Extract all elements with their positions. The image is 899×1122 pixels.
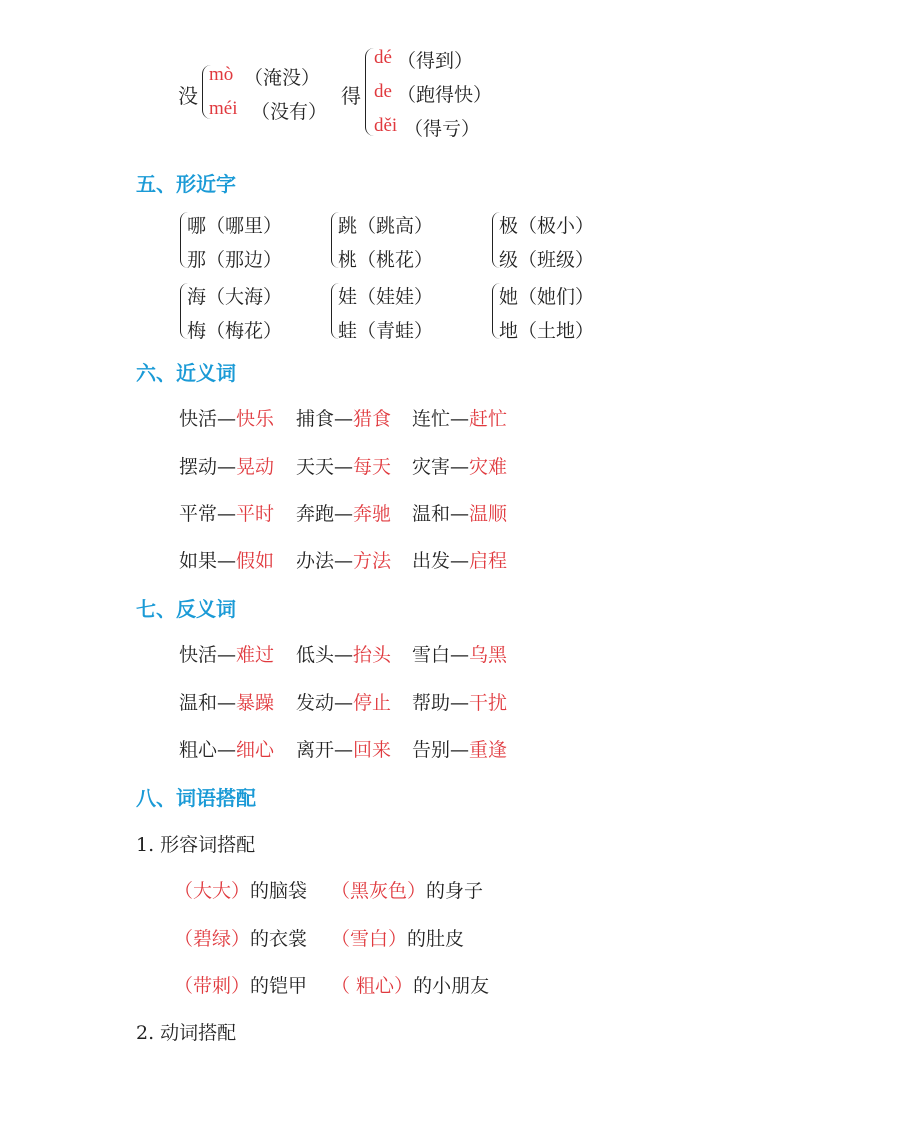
answer: 回来 bbox=[353, 739, 392, 761]
answer: 乌黑 bbox=[469, 644, 508, 666]
answer: 干扰 bbox=[469, 692, 508, 714]
word-pair bbox=[296, 499, 391, 526]
noun-phrase: 的衣裳 bbox=[250, 928, 308, 950]
polyphone-char: 得 bbox=[341, 84, 361, 108]
bracket: （ bbox=[331, 880, 351, 902]
bracket: （ bbox=[174, 975, 194, 997]
word: 摆动 bbox=[179, 456, 218, 478]
answer: 猎食 bbox=[353, 408, 392, 430]
dash: — bbox=[334, 408, 354, 430]
brace-icon bbox=[365, 48, 374, 136]
collocation-item bbox=[174, 971, 307, 998]
noun-phrase: 的脑袋 bbox=[250, 880, 308, 902]
word: 天天 bbox=[296, 456, 335, 478]
dash: — bbox=[334, 550, 354, 572]
answer: 粗心 bbox=[350, 975, 395, 997]
word: 发动 bbox=[296, 692, 335, 714]
subsection-title: 1. 形容词搭配 bbox=[136, 834, 256, 856]
similar-char-item: 桃（桃花） bbox=[338, 249, 434, 271]
bracket: ） bbox=[231, 975, 251, 997]
word-pair bbox=[179, 735, 274, 762]
word: 连忙 bbox=[412, 408, 451, 430]
answer: 灾难 bbox=[469, 456, 508, 478]
dash: — bbox=[217, 644, 237, 666]
word-pair bbox=[412, 688, 507, 715]
similar-char-item: 哪（哪里） bbox=[187, 215, 283, 237]
answer: 带刺 bbox=[193, 975, 232, 997]
word: 低头 bbox=[296, 644, 335, 666]
word-pair bbox=[412, 499, 507, 526]
word: 平常 bbox=[179, 503, 218, 525]
word: 快活 bbox=[179, 644, 218, 666]
answer: 温顺 bbox=[469, 503, 508, 525]
word-pair bbox=[296, 452, 391, 479]
dash: — bbox=[334, 503, 354, 525]
example-word: （没有） bbox=[251, 101, 328, 123]
dash: — bbox=[450, 739, 470, 761]
word-pair bbox=[296, 735, 391, 762]
noun-phrase: 的小朋友 bbox=[413, 975, 490, 997]
dash: — bbox=[334, 692, 354, 714]
noun-phrase: 的铠甲 bbox=[250, 975, 308, 997]
dash: — bbox=[450, 644, 470, 666]
answer: 假如 bbox=[236, 550, 275, 572]
bracket: （ bbox=[331, 928, 351, 950]
section-title-collocation: 八、词语搭配 bbox=[136, 786, 256, 810]
word-pair bbox=[412, 404, 507, 431]
dash: — bbox=[217, 456, 237, 478]
answer: 细心 bbox=[236, 739, 275, 761]
bracket: （ bbox=[174, 880, 194, 902]
word: 离开 bbox=[296, 739, 335, 761]
similar-char-item: 蛙（青蛙） bbox=[338, 320, 434, 342]
word-pair bbox=[179, 452, 274, 479]
pinyin: de bbox=[374, 81, 392, 102]
bracket: （ bbox=[331, 975, 351, 997]
answer: 方法 bbox=[353, 550, 392, 572]
collocation-item bbox=[331, 924, 464, 951]
pinyin: dé bbox=[374, 47, 392, 68]
answer: 暴躁 bbox=[236, 692, 275, 714]
dash: — bbox=[217, 692, 237, 714]
bracket: ） bbox=[394, 975, 414, 997]
word: 奔跑 bbox=[296, 503, 335, 525]
dash: — bbox=[334, 644, 354, 666]
word: 粗心 bbox=[179, 739, 218, 761]
answer: 碧绿 bbox=[193, 928, 232, 950]
dash: — bbox=[217, 550, 237, 572]
word-pair bbox=[412, 735, 507, 762]
section-title-similar-chars: 五、形近字 bbox=[136, 172, 236, 196]
dash: — bbox=[450, 456, 470, 478]
answer: 平时 bbox=[236, 503, 275, 525]
answer: 晃动 bbox=[236, 456, 275, 478]
word: 快活 bbox=[179, 408, 218, 430]
word-pair bbox=[296, 546, 391, 573]
answer: 启程 bbox=[469, 550, 508, 572]
dash: — bbox=[334, 456, 354, 478]
answer: 重逢 bbox=[469, 739, 508, 761]
section-title-antonyms: 七、反义词 bbox=[136, 597, 236, 621]
word-pair bbox=[296, 688, 391, 715]
example-word: （得亏） bbox=[404, 118, 481, 140]
bracket: ） bbox=[388, 928, 408, 950]
similar-char-item: 娃（娃娃） bbox=[338, 286, 434, 308]
answer: 难过 bbox=[236, 644, 275, 666]
word-pair bbox=[179, 404, 274, 431]
answer: 快乐 bbox=[236, 408, 275, 430]
collocation-item bbox=[174, 876, 307, 903]
word-pair bbox=[412, 546, 507, 573]
answer: 抬头 bbox=[353, 644, 392, 666]
dash: — bbox=[217, 408, 237, 430]
similar-char-item: 极（极小） bbox=[499, 215, 595, 237]
word-pair bbox=[296, 640, 391, 667]
bracket: ） bbox=[231, 880, 251, 902]
collocation-item bbox=[331, 876, 483, 903]
pinyin: méi bbox=[209, 98, 238, 119]
word: 出发 bbox=[412, 550, 451, 572]
bracket: ） bbox=[407, 880, 427, 902]
similar-char-item: 跳（跳高） bbox=[338, 215, 434, 237]
word: 告别 bbox=[412, 739, 451, 761]
similar-char-item: 她（她们） bbox=[499, 286, 595, 308]
word-pair bbox=[179, 499, 274, 526]
word-pair bbox=[296, 404, 391, 431]
similar-char-item: 海（大海） bbox=[187, 286, 283, 308]
word: 如果 bbox=[179, 550, 218, 572]
noun-phrase: 的肚皮 bbox=[407, 928, 465, 950]
pinyin: mò bbox=[209, 64, 234, 85]
answer: 大大 bbox=[193, 880, 232, 902]
word-pair bbox=[179, 688, 274, 715]
polyphone-char: 没 bbox=[178, 84, 198, 108]
word-pair bbox=[412, 452, 507, 479]
similar-char-item: 梅（梅花） bbox=[187, 320, 283, 342]
collocation-item bbox=[331, 971, 489, 998]
answer: 停止 bbox=[353, 692, 392, 714]
dash: — bbox=[450, 550, 470, 572]
word: 帮助 bbox=[412, 692, 451, 714]
bracket: ） bbox=[231, 928, 251, 950]
word-pair bbox=[179, 546, 274, 573]
word-pair bbox=[179, 640, 274, 667]
pinyin: děi bbox=[374, 115, 398, 136]
word: 温和 bbox=[412, 503, 451, 525]
word: 温和 bbox=[179, 692, 218, 714]
word: 捕食 bbox=[296, 408, 335, 430]
bracket: （ bbox=[174, 928, 194, 950]
example-word: （跑得快） bbox=[397, 84, 493, 106]
dash: — bbox=[217, 739, 237, 761]
subsection-title: 2. 动词搭配 bbox=[136, 1022, 237, 1044]
similar-char-item: 那（那边） bbox=[187, 249, 283, 271]
dash: — bbox=[217, 503, 237, 525]
dash: — bbox=[334, 739, 354, 761]
answer: 黑灰色 bbox=[350, 880, 408, 902]
noun-phrase: 的身子 bbox=[426, 880, 484, 902]
section-title-synonyms: 六、近义词 bbox=[136, 361, 236, 385]
example-word: （淹没） bbox=[244, 67, 321, 89]
similar-char-item: 地（土地） bbox=[499, 320, 595, 342]
answer: 雪白 bbox=[350, 928, 389, 950]
collocation-item bbox=[174, 924, 307, 951]
dash: — bbox=[450, 692, 470, 714]
word-pair bbox=[412, 640, 507, 667]
example-word: （得到） bbox=[397, 50, 474, 72]
dash: — bbox=[450, 408, 470, 430]
word: 灾害 bbox=[412, 456, 451, 478]
word: 办法 bbox=[296, 550, 335, 572]
answer: 每天 bbox=[353, 456, 392, 478]
similar-char-item: 级（班级） bbox=[499, 249, 595, 271]
answer: 赶忙 bbox=[469, 408, 508, 430]
word: 雪白 bbox=[412, 644, 451, 666]
dash: — bbox=[450, 503, 470, 525]
answer: 奔驰 bbox=[353, 503, 392, 525]
